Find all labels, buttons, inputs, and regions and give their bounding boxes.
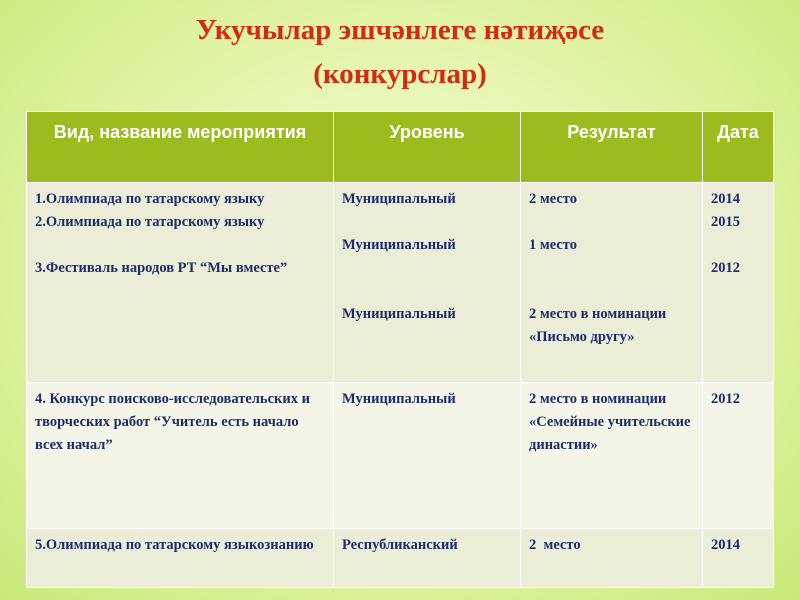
results-table xyxy=(26,111,774,588)
level-cell: Республиканский xyxy=(334,529,521,588)
table-row xyxy=(27,529,774,588)
date-item: 2014 xyxy=(711,191,740,207)
level-cell xyxy=(334,183,521,383)
event-item: 2.Олимпиада по татарскому языку xyxy=(35,214,265,230)
page-title xyxy=(0,8,800,96)
date-cell: 2012 xyxy=(703,383,774,529)
date-cell: 2014 xyxy=(703,529,774,588)
result-cell xyxy=(521,183,703,383)
result-item: 2 место в номинации «Письмо другу» xyxy=(529,306,667,345)
event-item: 1.Олимпиада по татарскому языку xyxy=(35,191,265,207)
event-cell: 4. Конкурс поисково-исследовательских и творческих работ “Учитель есть начало всех начал” xyxy=(27,383,334,529)
table-row xyxy=(27,383,774,529)
title-line-1: Укучылар эшчәнлеге нәтиҗәсе xyxy=(195,14,605,46)
header-date: Дата xyxy=(703,112,774,183)
header-result: Результат xyxy=(521,112,703,183)
event-cell: 5.Олимпиада по татарскому языкознанию xyxy=(27,529,334,588)
header-level: Уровень xyxy=(334,112,521,183)
date-cell xyxy=(703,183,774,383)
header-event: Вид, название мероприятия xyxy=(27,112,334,183)
table-header-row xyxy=(27,112,774,183)
level-cell: Муниципальный xyxy=(334,383,521,529)
table-row xyxy=(27,183,774,383)
result-item: 2 место xyxy=(529,191,577,207)
event-cell xyxy=(27,183,334,383)
date-item: 2012 xyxy=(711,260,740,276)
level-item: Муниципальный xyxy=(342,191,456,207)
result-cell: 2 место xyxy=(521,529,703,588)
date-item: 2015 xyxy=(711,214,740,230)
level-item: Муниципальный xyxy=(342,306,456,322)
level-item: Муниципальный xyxy=(342,237,456,253)
title-line-2: (конкурслар) xyxy=(313,58,487,90)
result-item: 1 место xyxy=(529,237,577,253)
event-item: 3.Фестиваль народов РТ “Мы вместе” xyxy=(35,260,288,276)
result-cell: 2 место в номинации «Семейные учительские династии» xyxy=(521,383,703,529)
